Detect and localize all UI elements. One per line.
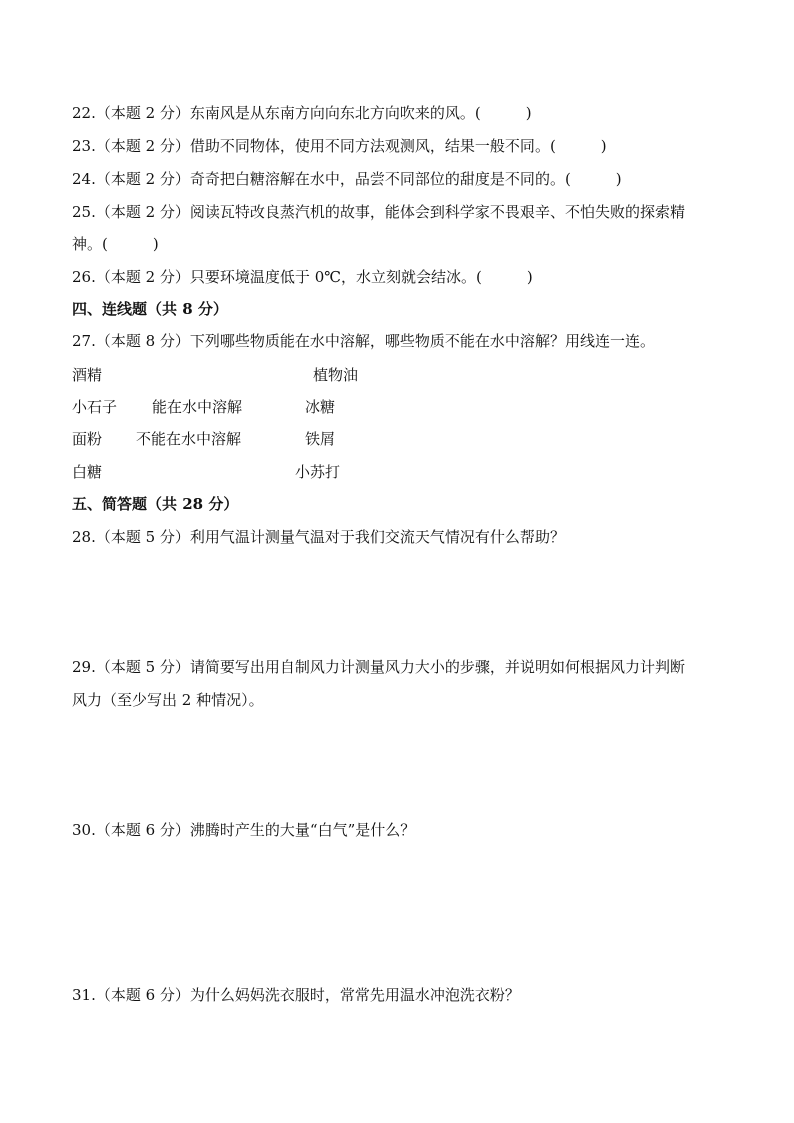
question-29-line-2: 风力（至少写出 2 种情况）。 bbox=[72, 691, 264, 709]
question-25-line-2: 神。( ) bbox=[72, 235, 159, 253]
question-23: 23.（本题 2 分）借助不同物体，使用不同方法观测风，结果一般不同。( ) bbox=[72, 137, 607, 155]
left-item-2: 小石子 bbox=[72, 398, 118, 416]
question-30: 30.（本题 6 分）沸腾时产生的大量“白气”是什么？ bbox=[72, 821, 416, 839]
middle-item-2: 不能在水中溶解 bbox=[136, 430, 242, 448]
question-24: 24.（本题 2 分）奇奇把白糖溶解在水中，品尝不同部位的甜度是不同的。( ) bbox=[72, 170, 622, 188]
question-31: 31.（本题 6 分）为什么妈妈洗衣服时，常常先用温水冲泡洗衣粉？ bbox=[72, 986, 520, 1004]
question-29-line-1: 29.（本题 5 分）请简要写出用自制风力计测量风力大小的步骤，并说明如何根据风力计判断 bbox=[72, 658, 685, 676]
section-4-heading: 四、连线题（共 8 分） bbox=[72, 300, 228, 318]
question-28: 28.（本题 5 分）利用气温计测量气温对于我们交流天气情况有什么帮助？ bbox=[72, 528, 565, 546]
left-item-3: 面粉 bbox=[72, 430, 103, 448]
question-25-line-1: 25.（本题 2 分）阅读瓦特改良蒸汽机的故事，能体会到科学家不畏艰辛、不怕失败的探索精 bbox=[72, 203, 685, 221]
right-item-4: 小苏打 bbox=[295, 463, 341, 481]
section-5-heading: 五、简答题（共 28 分） bbox=[72, 495, 239, 513]
left-item-1: 酒精 bbox=[72, 366, 103, 384]
left-item-4: 白糖 bbox=[72, 463, 103, 481]
right-item-1: 植物油 bbox=[313, 366, 359, 384]
right-item-3: 铁屑 bbox=[305, 430, 336, 448]
question-27: 27.（本题 8 分）下列哪些物质能在水中溶解，哪些物质不能在水中溶解？用线连一连。 bbox=[72, 332, 655, 350]
middle-item-1: 能在水中溶解 bbox=[152, 398, 243, 416]
question-22: 22.（本题 2 分）东南风是从东南方向向东北方向吹来的风。( ) bbox=[72, 104, 532, 122]
question-26: 26.（本题 2 分）只要环境温度低于 0℃，水立刻就会结冰。( ) bbox=[72, 268, 533, 286]
right-item-2: 冰糖 bbox=[305, 398, 336, 416]
